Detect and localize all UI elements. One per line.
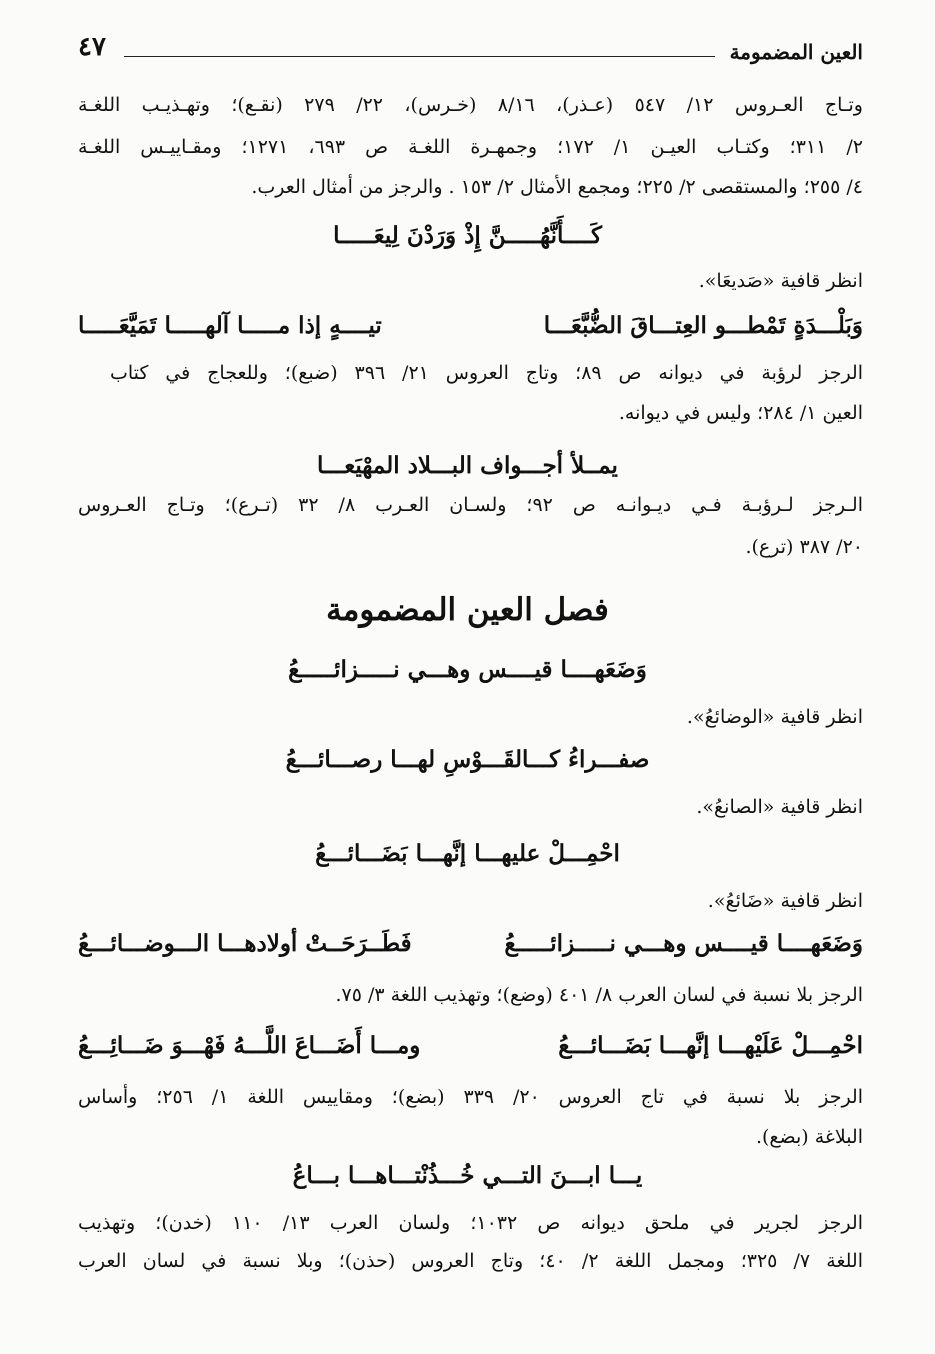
running-header xyxy=(72,30,863,70)
reference-note: انظر قافية «صَديعَا». xyxy=(698,270,863,292)
paragraph-line: الرجز بلا نسبة في لسان العرب ٨/ ٤٠١ (وضع)؛ وتهذيب اللغة ٣/ ٧٥. xyxy=(335,984,863,1006)
header-rule xyxy=(124,56,715,57)
verse-first-hemistich: احْمِـــلْ عَلَيْهـــا إنَّهـــا بَضَـــائـــعُ xyxy=(558,1032,863,1059)
verse-line: كَــــأَنَّهُـــــنَّ إِذْ وَرَدْنَ لِيعَـــــا xyxy=(333,222,602,249)
reference-note: انظر قافية «الصانعُ». xyxy=(696,796,863,818)
verse-line: احْمِـــلْ عليهـــا إنَّهـــا بَضَـــائـــعُ xyxy=(315,840,620,867)
verse-line: يـــا ابـــنَ التـــي خُـــذُنْتـــاهـــا بـــاعُ xyxy=(292,1162,643,1189)
paragraph-line: ٢/ ٣١١؛ وكتـاب العيـن ١/ ١٧٢؛ وجمهـرة اللغـة ص ٦٩٣، ١٢٧١؛ ومقـاييـس اللغـة xyxy=(78,136,863,158)
verse-second-hemistich: فَطَــرَحَــتْ أولادهـــا الـــوضـــائـــعُ xyxy=(78,930,412,957)
paragraph-line: البلاغة (بضع). xyxy=(755,1126,863,1148)
reference-note: انظر قافية «ضَائعُ». xyxy=(707,890,863,912)
paragraph-line: ٢٠/ ٣٨٧ (ترع). xyxy=(745,536,863,558)
verse-line: وَضَعَهــــا قيــــس وهـــي نـــــزائـــــعُ xyxy=(288,656,647,683)
paragraph-line: الرجز لرؤبة في ديوانه ص ٨٩؛ وتاج العروس ٢١/ ٣٩٦ (ضبع)؛ وللعجاج في كتاب xyxy=(110,362,863,384)
reference-note: انظر قافية «الوضائعُ». xyxy=(686,706,863,728)
paragraph-line: الرجز بلا نسبة في تاج العروس ٢٠/ ٣٣٩ (بضع)؛ ومقاييس اللغة ١/ ٢٥٦؛ وأساس xyxy=(78,1086,864,1108)
section-title: فصل العين المضمومة xyxy=(326,592,609,628)
paragraph-line: اللغة ٧/ ٣٢٥؛ ومجمل اللغة ٢/ ٤٠؛ وتاج العروس (حذن)؛ وبلا نسبة في لسان العرب xyxy=(78,1250,863,1272)
verse-second-hemistich: تيــــهٍ إذا مـــــا آلهـــــا تَمَيَّعَـــــا xyxy=(78,312,382,339)
verse-first-hemistich: وَضَعَهــــا قيــــس وهـــي نـــــزائـــــعُ xyxy=(504,930,863,957)
page-number: ٤٧ xyxy=(78,32,106,62)
verse-second-hemistich: ومـــا أَضَـــاعَ اللَّـــهُ فَهْـــوَ ضَـــائِـــعُ xyxy=(78,1032,421,1059)
header-title: العين المضمومة xyxy=(729,40,863,64)
paragraph-line: الرجز لجرير في ملحق ديوانه ص ١٠٣٢؛ ولسان العرب ١٣/ ١١٠ (خدن)؛ وتهذيب xyxy=(78,1212,863,1234)
paragraph-line: وتـاج العـروس ١٢/ ٥٤٧ (عـذر)، ٨/١٦ (خـرس)، ٢٢/ ٢٧٩ (نقـع)؛ وتهـذيـب اللغـة xyxy=(78,94,863,116)
verse-line: يمــلأ أجـــواف البـــلاد المهْيَعـــا xyxy=(317,452,618,479)
verse-line: صفـــراءُ كـــالقَـــوْسِ لهـــا رصـــائـــعُ xyxy=(285,746,650,773)
paragraph-line: العين ١/ ٢٨٤؛ وليس في ديوانه. xyxy=(618,402,863,424)
paragraph-line: الـرجز لـرؤبـة فـي ديـوانـه ص ٩٢؛ ولسـان العـرب ٨/ ٣٢ (تـرع)؛ وتـاج العـروس xyxy=(78,494,863,516)
paragraph-line: ٤/ ٢٥٥؛ والمستقصى ٢/ ٢٢٥؛ ومجمع الأمثال ٢/ ١٥٣ . والرجز من أمثال العرب. xyxy=(251,176,863,198)
verse-first-hemistich: وَبَلْـــدَةٍ تَمْطـــو العِتـــاقَ الضُّبَّعَـــا xyxy=(543,312,863,339)
